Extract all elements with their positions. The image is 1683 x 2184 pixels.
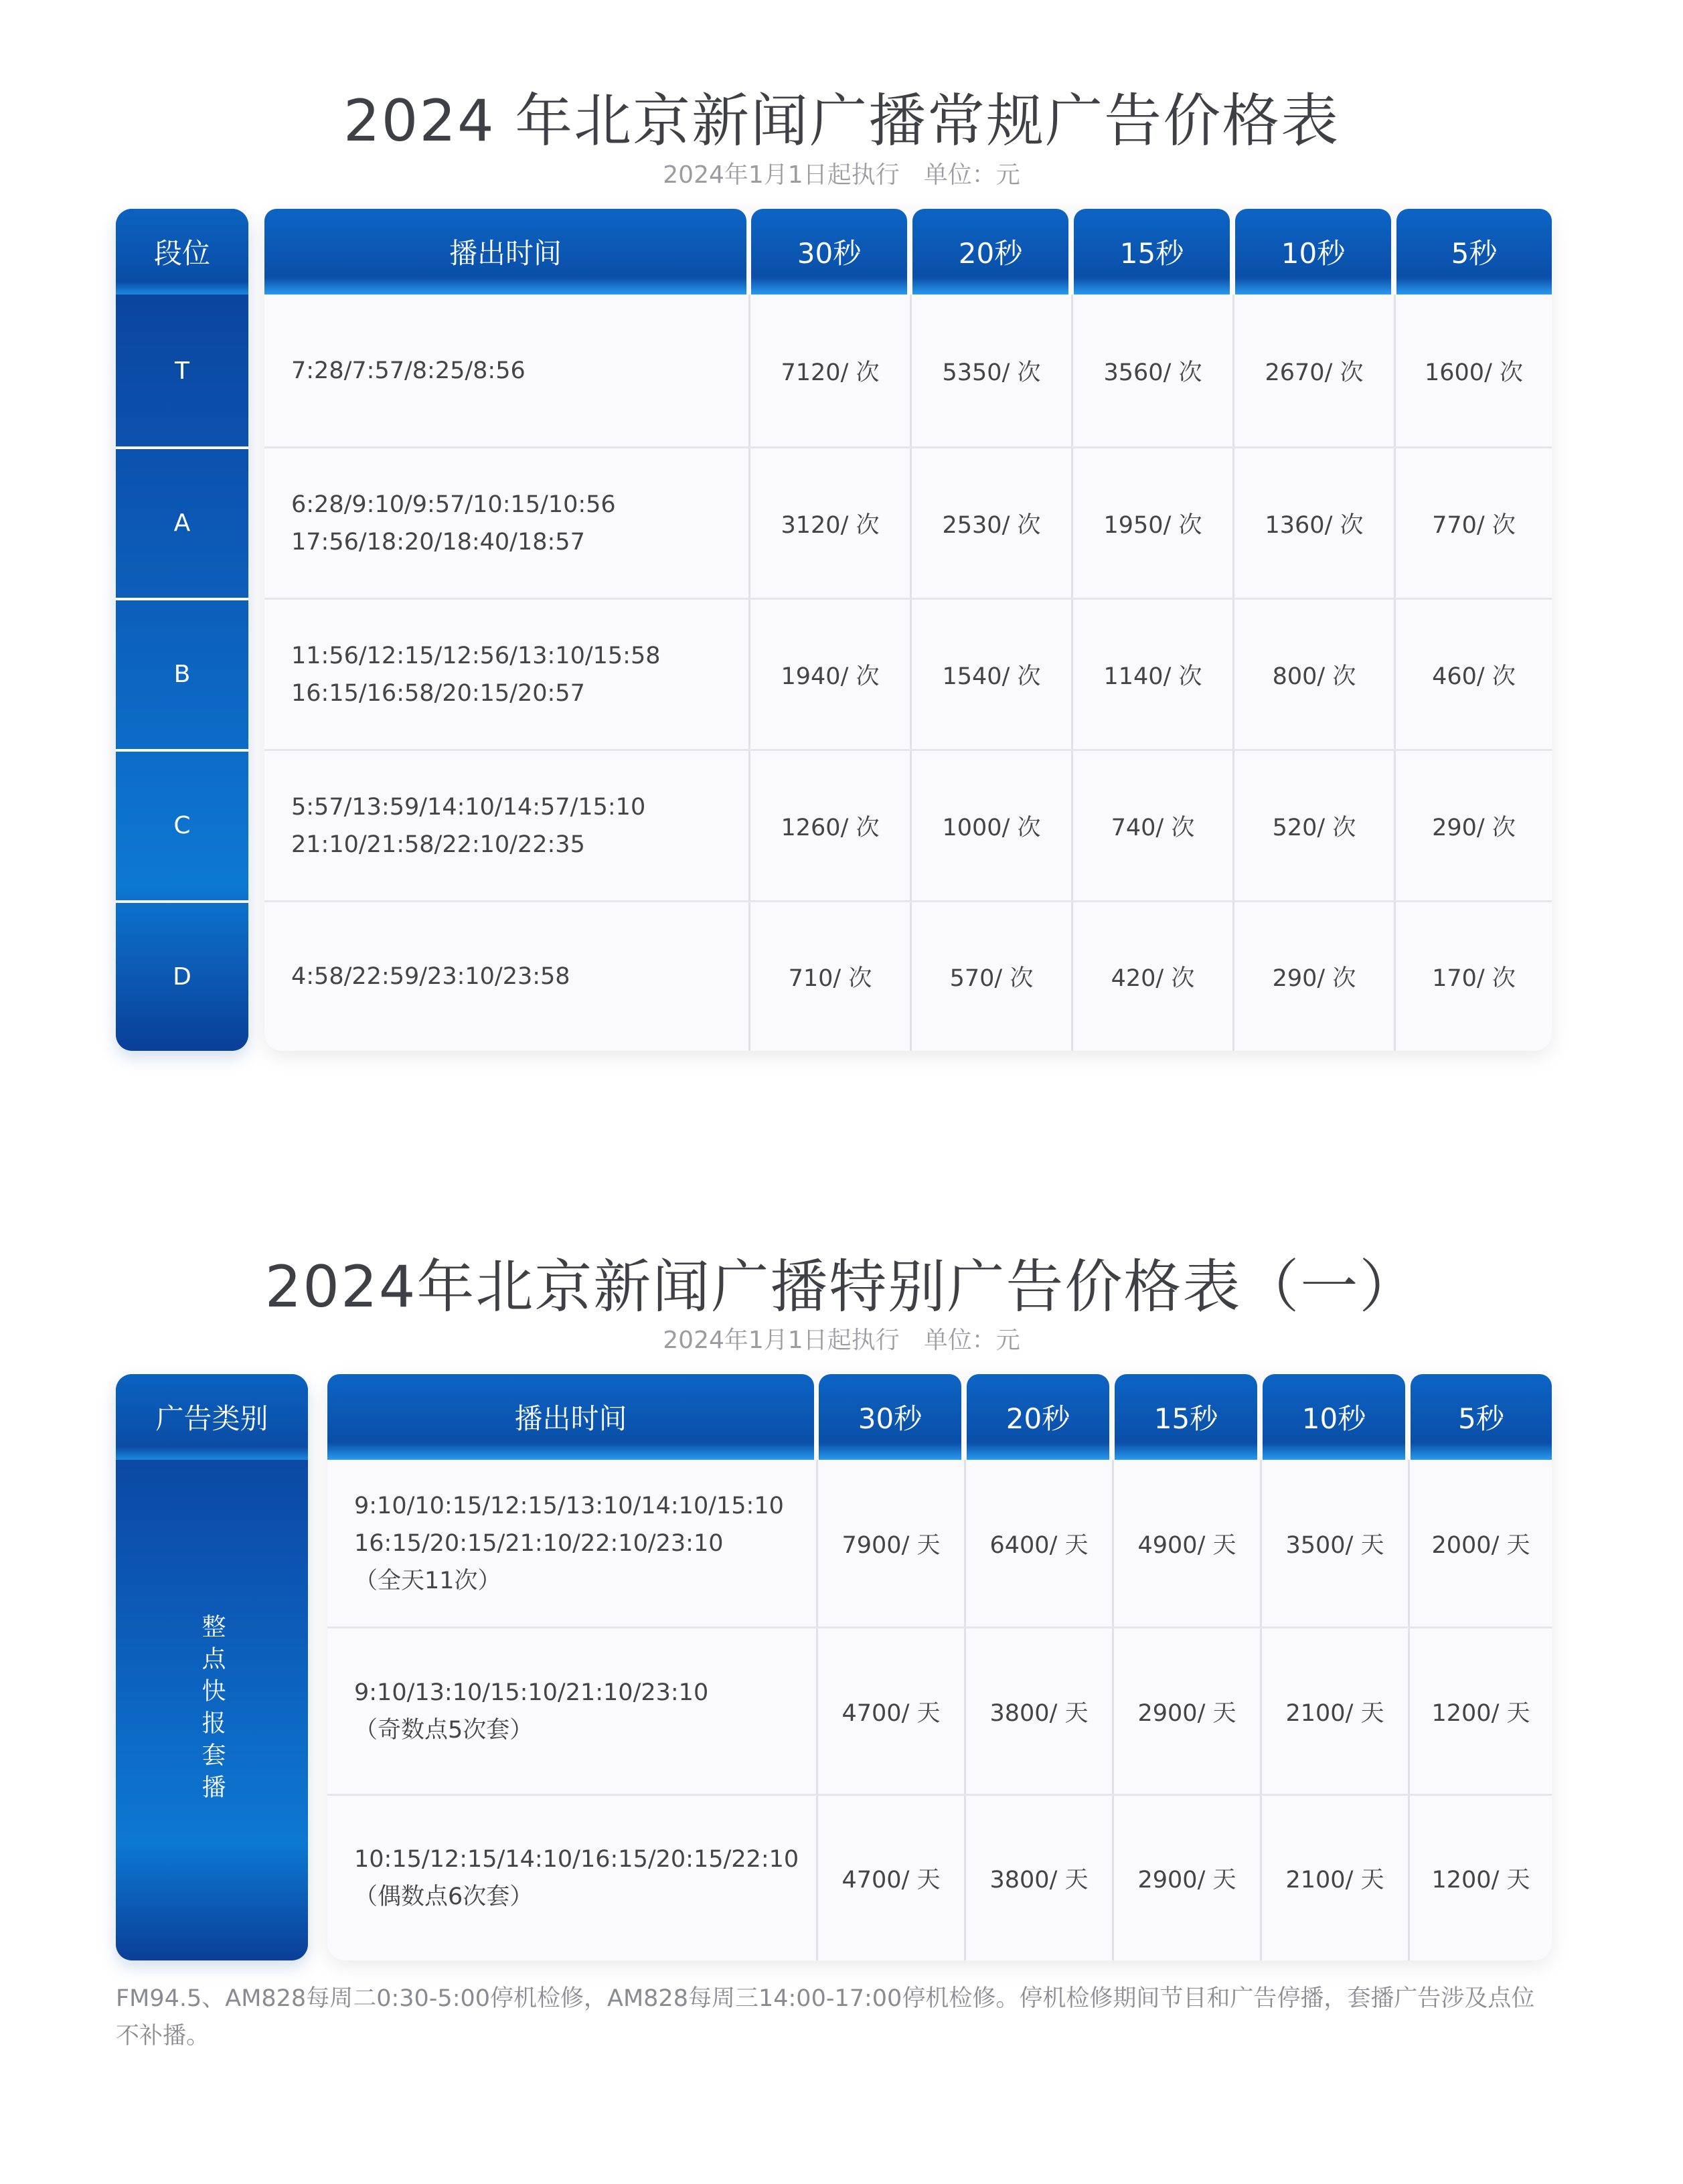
table-row-times: 9:10/10:15/12:15/13:10/14:10/15:10 16:15/20:15/21:10/22:10/23:10 （全天11次） [354, 1492, 784, 1594]
price-cell: 710/ 次 [788, 965, 872, 992]
duration-header: 10秒 [1235, 209, 1391, 295]
price-cell: 4700/ 天 [842, 1699, 941, 1727]
segment-label: A [173, 509, 191, 537]
duration-header: 15秒 [1115, 1374, 1257, 1460]
table1-subtitle: 2024年1月1日起执行 单位：元 [663, 161, 1020, 189]
table-row-times: 5:57/13:59/14:10/14:57/15:10 21:10/21:58/22:10/22:35 [291, 793, 646, 858]
table1-segment-column [116, 209, 248, 1051]
price-cell: 7120/ 次 [781, 359, 880, 386]
table-row-times: 7:28/7:57/8:25/8:56 [291, 357, 526, 384]
price-cell: 3500/ 天 [1285, 1531, 1384, 1559]
price-cell: 2100/ 天 [1285, 1867, 1384, 1894]
price-cell: 1200/ 天 [1431, 1699, 1530, 1727]
segment-label: B [173, 661, 191, 688]
duration-header: 5秒 [1411, 1374, 1552, 1460]
price-cell: 2670/ 次 [1265, 359, 1364, 386]
table1-time-header: 播出时间 [264, 209, 746, 295]
footnote: FM94.5、AM828每周二0:30-5:00停机检修，AM828每周三14:00-17:00停机检修。停机检修期间节目和广告停播，套播广告涉及点位不补播。 [116, 1985, 1535, 2049]
price-cell: 1540/ 次 [942, 663, 1041, 690]
price-cell: 3560/ 次 [1103, 359, 1202, 386]
segment-label: C [173, 812, 191, 839]
price-cell: 5350/ 次 [942, 359, 1041, 386]
price-cell: 770/ 次 [1432, 511, 1516, 539]
price-cell: 1950/ 次 [1103, 511, 1202, 539]
price-cell: 800/ 次 [1272, 663, 1356, 690]
price-cell: 460/ 次 [1432, 663, 1516, 690]
price-cell: 1600/ 次 [1425, 359, 1523, 386]
duration-header: 20秒 [967, 1374, 1109, 1460]
price-cell: 520/ 次 [1272, 814, 1356, 841]
table2-title: 2024年北京新闻广播特别广告价格表（一） [264, 1254, 1419, 1321]
duration-header: 30秒 [751, 209, 907, 295]
duration-header: 15秒 [1074, 209, 1230, 295]
table-row-times: 11:56/12:15/12:56/13:10/15:58 16:15/16:58/20:15/20:57 [291, 642, 661, 707]
price-cell: 2100/ 天 [1285, 1699, 1384, 1727]
price-cell: 1360/ 次 [1265, 511, 1364, 539]
table-row-times: 4:58/22:59/23:10/23:58 [291, 963, 570, 990]
category-label: 整点快报套播 [198, 1614, 226, 1807]
table-row-times: 9:10/13:10/15:10/21:10/23:10 （奇数点5次套） [354, 1679, 709, 1744]
price-cell: 3800/ 天 [989, 1699, 1089, 1727]
segment-label: D [173, 962, 191, 991]
table2-card [327, 1374, 1552, 1960]
price-cell: 7900/ 天 [842, 1531, 941, 1559]
table1-card [264, 209, 1552, 1051]
price-cell: 1000/ 次 [942, 814, 1041, 841]
price-cell: 570/ 次 [949, 965, 1034, 992]
price-cell: 4900/ 天 [1137, 1531, 1236, 1559]
table2-subtitle: 2024年1月1日起执行 单位：元 [663, 1327, 1020, 1354]
price-cell: 1940/ 次 [781, 663, 880, 690]
price-cell: 2900/ 天 [1137, 1699, 1236, 1727]
table2-category-header: 广告类别 [116, 1374, 308, 1460]
table2-category-column [116, 1374, 308, 1960]
table2-time-header: 播出时间 [327, 1374, 814, 1460]
duration-header: 5秒 [1396, 209, 1552, 295]
segment-label: T [175, 357, 189, 385]
price-cell: 1200/ 天 [1431, 1867, 1530, 1894]
price-cell: 290/ 次 [1272, 965, 1356, 992]
price-cell: 3800/ 天 [989, 1867, 1089, 1894]
price-cell: 2530/ 次 [942, 511, 1041, 539]
table-row-times: 10:15/12:15/14:10/16:15/20:15/22:10 （偶数点6次套） [354, 1846, 799, 1910]
duration-header: 20秒 [912, 209, 1068, 295]
table1-title: 2024 年北京新闻广播常规广告价格表 [343, 88, 1340, 155]
price-cell: 2000/ 天 [1431, 1531, 1530, 1559]
price-cell: 420/ 次 [1111, 965, 1195, 992]
price-cell: 3120/ 次 [781, 511, 880, 539]
table1-segment-header: 段位 [116, 209, 248, 295]
price-cell: 4700/ 天 [842, 1867, 941, 1894]
price-cell: 740/ 次 [1111, 814, 1195, 841]
price-cell: 2900/ 天 [1137, 1867, 1236, 1894]
price-cell: 170/ 次 [1432, 965, 1516, 992]
price-cell: 6400/ 天 [989, 1531, 1089, 1559]
duration-header: 30秒 [819, 1374, 961, 1460]
price-cell: 290/ 次 [1432, 814, 1516, 841]
duration-header: 10秒 [1263, 1374, 1405, 1460]
price-cell: 1140/ 次 [1103, 663, 1202, 690]
price-cell: 1260/ 次 [781, 814, 880, 841]
table-row-times: 6:28/9:10/9:57/10:15/10:56 17:56/18:20/18:40/18:57 [291, 491, 616, 556]
